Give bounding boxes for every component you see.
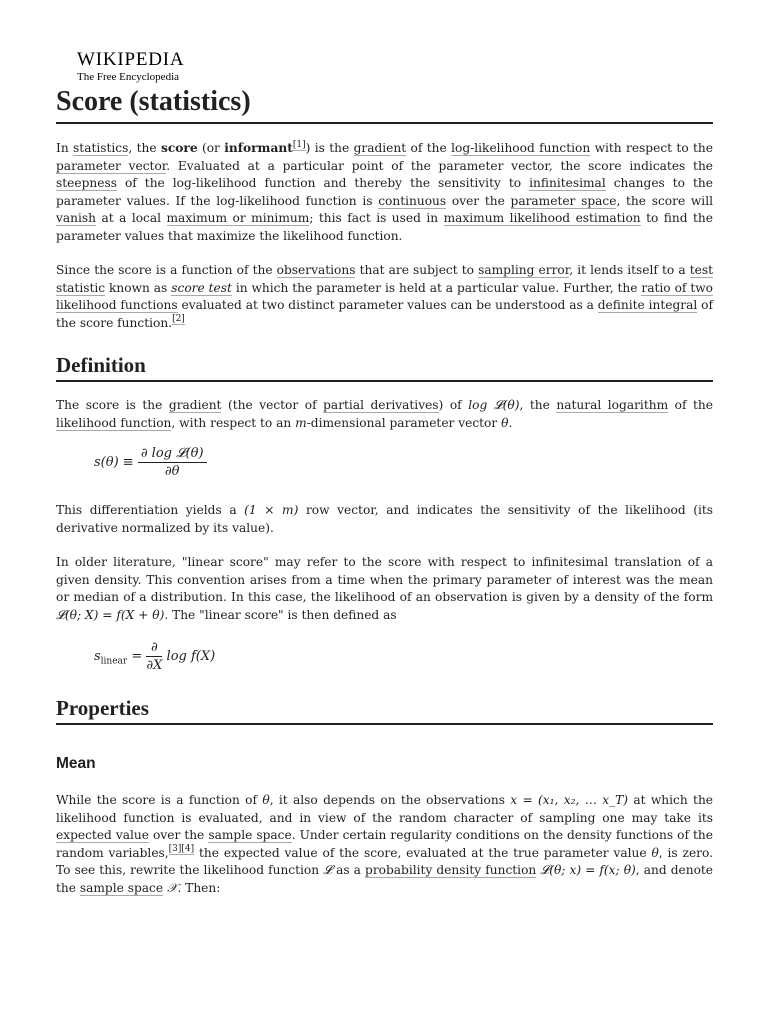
link-gradient[interactable]: gradient <box>353 141 407 155</box>
equation-rhs: log f(X) <box>166 649 216 664</box>
intro-paragraph-1: In statistics, the score (or informant[1]) is the gradient of the log-likelihood function with respect to the parameter vector. Evaluated at a particular point of the parameter vector, the score indicates the steepness of the log-likelihood function and thereby the sensitivity to infinitesimal changes to the parameter values. If the log-likelihood function is continuous over the parameter space, the score will vanish at a local maximum or minimum; this fact is used in maximum likelihood estimation to find the parameter values that maximize the likelihood function. <box>56 139 714 243</box>
intro-paragraph-2: Since the score is a function of the observations that are subject to sampling error, it lends itself to a test statistic known as score test in which the parameter is held at a particular value. Further, the ratio of two likelihood functions evaluated at two distinct parameter values can be understood as a definite integral of the score function.[2] <box>56 263 714 330</box>
logo-wordmark: WIKIPEDIA <box>77 49 185 70</box>
math-theta-3: θ <box>651 845 659 860</box>
link-gradient-2[interactable]: gradient <box>168 398 222 412</box>
subsection-heading-mean: Mean <box>56 755 96 772</box>
math-m: m <box>295 415 307 430</box>
math-row-vector: (1 × m) <box>244 503 299 517</box>
math-theta: θ <box>501 415 509 430</box>
equation-lhs: s(θ) ≡ <box>94 455 134 470</box>
term-score: score <box>160 141 198 155</box>
term-informant: informant <box>224 141 293 155</box>
link-definite-integral[interactable]: definite integral <box>597 298 698 312</box>
link-steepness[interactable]: steepness <box>56 176 117 190</box>
link-continuous[interactable]: continuous <box>378 193 447 208</box>
section-heading-properties: Properties <box>56 695 713 725</box>
equation-fraction-2 <box>146 640 162 673</box>
link-score-test[interactable]: score test <box>171 280 232 295</box>
definition-paragraph-3: In older literature, "linear score" may refer to the score with respect to infinitesimal translation of a given density. This convention arises from a time when the primary parameter of interest was the mean or median of a distribution. In this case, the likelihood of an observation is given by a density of the form 𝓛(θ; X) = f(X + θ). The "linear score" is then defined as <box>56 555 713 622</box>
link-observations[interactable]: observations <box>276 263 356 277</box>
math-theta-2: θ <box>262 793 270 807</box>
equation-score-definition <box>94 446 207 479</box>
fraction-denominator: ∂θ <box>164 464 180 479</box>
mean-paragraph-1: While the score is a function of θ, it also depends on the observations x = (x₁, x₂, … x_T) at which the likelihood function is evaluated, and in view of the random character of sampling one may take its expected value over the sample space. Under certain regularity conditions on the density functions of the random variables,[3][4] the expected value of the score, evaluated at the true parameter value θ, is zero. To see this, rewrite the likelihood function 𝓛 as a probability density function 𝓛(θ; x) = f(x; θ), and denote the sample space 𝒳. Then: <box>56 793 714 895</box>
link-parameter-space[interactable]: parameter space <box>510 193 617 208</box>
link-partial-derivatives[interactable]: partial derivatives <box>323 398 439 412</box>
link-likelihood-function[interactable]: likelihood function <box>56 415 172 430</box>
fraction-numerator: ∂ log 𝓛(θ) <box>138 446 207 463</box>
reference-1[interactable]: [1] <box>292 139 306 150</box>
math-pdf-form: 𝓛(θ; x) = f(x; θ) <box>540 863 636 877</box>
equation-fraction <box>138 446 207 479</box>
link-infinitesimal[interactable]: infinitesimal <box>529 176 606 190</box>
fraction-numerator-2: ∂ <box>146 640 162 657</box>
link-likelihood-ratio[interactable]: ratio of two likelihood functions <box>56 280 714 312</box>
link-probability-density-function[interactable]: probability density function <box>365 863 537 877</box>
definition-paragraph-2: This differentiation yields a (1 × m) row vector, and indicates the sensitivity of the likelihood (its derivative normalized by its value). <box>56 503 714 535</box>
page-title: Score (statistics) <box>56 84 713 124</box>
equation-lhs-s: s <box>94 649 101 664</box>
math-observations-vector: x = (x₁, x₂, … x_T) <box>510 793 629 807</box>
wikipedia-logo[interactable] <box>77 50 184 83</box>
fraction-denominator-2: ∂X <box>146 658 163 673</box>
link-natural-logarithm[interactable]: natural logarithm <box>556 398 669 412</box>
link-log-likelihood[interactable]: log-likelihood function <box>451 141 591 155</box>
link-sampling-error[interactable]: sampling error <box>478 263 570 277</box>
math-likelihood-symbol: 𝓛 <box>323 863 333 877</box>
section-heading-definition: Definition <box>56 352 713 382</box>
math-sample-space-symbol: 𝒳 <box>166 880 178 895</box>
link-sample-space[interactable]: sample space <box>208 828 292 842</box>
math-density-form: 𝓛(θ; X) = f(X + θ) <box>56 607 165 622</box>
reference-3-4[interactable]: [3][4] <box>168 844 195 855</box>
link-mle[interactable]: maximum likelihood estimation <box>443 211 641 225</box>
definition-paragraph-1: The score is the gradient (the vector of partial derivatives) of log 𝓛(θ), the natural logarithm of the likelihood function, with respect to an m-dimensional parameter vector θ. <box>56 398 713 430</box>
logo-tagline: The Free Encyclopedia <box>77 71 180 83</box>
link-vanish[interactable]: vanish <box>56 211 97 225</box>
link-sample-space-2[interactable]: sample space <box>79 880 164 895</box>
link-expected-value[interactable]: expected value <box>56 828 149 842</box>
link-maximum-or-minimum[interactable]: maximum or minimum <box>166 211 310 225</box>
reference-2[interactable]: [2] <box>172 314 185 325</box>
math-log-likelihood: log 𝓛(θ) <box>468 398 520 412</box>
link-parameter-vector[interactable]: parameter vector <box>56 158 167 173</box>
equation-equals: = <box>131 649 143 664</box>
link-test-statistic[interactable]: test statistic <box>56 263 713 295</box>
link-statistics[interactable]: statistics <box>73 141 129 155</box>
equation-subscript: linear <box>100 656 128 667</box>
equation-linear-score <box>94 640 215 673</box>
